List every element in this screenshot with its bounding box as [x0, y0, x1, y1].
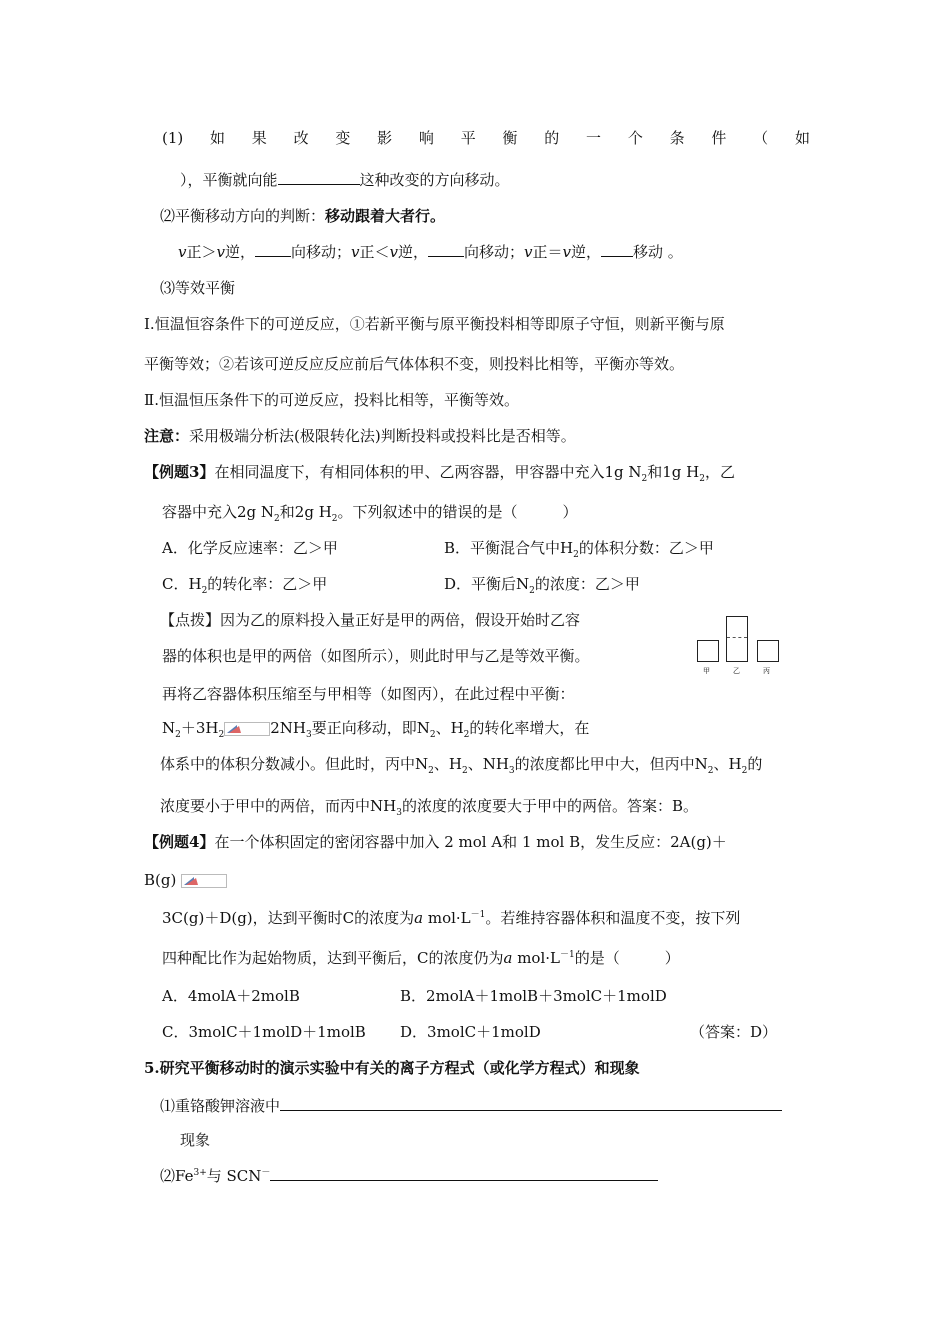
- option-b: B．2molA＋1molB＋3molC＋1molD: [400, 987, 667, 1005]
- container-yi: [726, 616, 748, 662]
- line-9: 注意：采用极端分析法(极限转化法)判断投料或投料比是否相等。: [144, 427, 576, 445]
- hint-line-6: 浓度要小于甲中的两倍，而丙中$NH_3$的浓度的浓度要大于甲中的两倍。答案：B。: [160, 797, 698, 818]
- label-jia: 甲: [703, 667, 710, 675]
- example-4-line-3: 3C(g)＋D(g)，达到平衡时C的浓度为a $mol\cdot L^{-1}$。若维持容器体积和温度不变，按下列: [162, 909, 741, 927]
- line-2: ），平衡就向能 这种改变的方向移动。: [180, 171, 510, 189]
- hint-line-2: 器的体积也是甲的两倍（如图所示），则此时甲与乙是等效平衡。: [162, 647, 590, 665]
- condition-line: (1) 如 果 改 变 影 响 平 衡 的 一 个 条 件 （ 如: [162, 129, 810, 147]
- section-5-q1: ⑴重铬酸钾溶液中: [160, 1096, 782, 1116]
- fill-blank[interactable]: [428, 242, 464, 257]
- example-3-question: 【例题3】在相同温度下，有相同体积的甲、乙两容器，甲容器中充入1g $N_2$和1g $H_2$，乙: [144, 463, 735, 484]
- line-3: ⑵平衡移动方向的判断：移动跟着大者行。: [160, 207, 446, 225]
- hint-line-1: 【点拨】因为乙的原料投入量正好是甲的两倍，假设开始时乙容: [160, 611, 581, 629]
- answer-note: （答案：D）: [690, 1023, 778, 1041]
- container-jia: [697, 640, 719, 662]
- section-5-title: 5.研究平衡移动时的演示实验中有关的离子方程式（或化学方程式）和现象: [144, 1059, 640, 1077]
- example-3-question-cont: 容器中充入2g $N_2$和2g $H_2$。下列叙述中的错误的是（ ）: [162, 503, 578, 524]
- equilibrium-arrow-icon: [181, 874, 227, 888]
- option-c: C．$H_2$的转化率：乙＞甲: [162, 575, 328, 596]
- option-a: A．4molA＋2molB: [162, 987, 300, 1005]
- label-bing: 丙: [763, 667, 770, 675]
- container-bing: [757, 640, 779, 662]
- option-d: D．3molC＋1molD: [400, 1023, 541, 1041]
- container-figure: [694, 612, 784, 678]
- line-4: v正＞v逆， 向移动；v正＜v逆， 向移动；v正＝v逆， 移动 。: [178, 243, 683, 261]
- hint-line-3: 再将乙容器体积压缩至与甲相等（如图丙），在此过程中平衡：: [162, 685, 575, 703]
- line-5: ⑶等效平衡: [160, 279, 236, 297]
- option-d: D．平衡后$N_2$的浓度：乙＞甲: [444, 575, 640, 596]
- hint-line-4: $N_2+3H_2$ $2NH_3$要正向移动，即$N_2$、$H_2$的转化率增大，在: [162, 719, 590, 740]
- option-a: A．化学反应速率：乙＞甲: [162, 539, 338, 557]
- fill-blank[interactable]: [280, 1096, 782, 1111]
- equilibrium-arrow-icon: [224, 722, 270, 736]
- fill-blank[interactable]: [255, 242, 291, 257]
- example-4-reaction: B(g): [144, 870, 227, 890]
- example-4-line-4: 四种配比作为起始物质，达到平衡后，C的浓度仍为a $mol\cdot L^{-1}$的是（ ）: [162, 949, 680, 967]
- hint-line-5: 体系中的体积分数减小。但此时，丙中$N_2$、$H_2$、$NH_3$的浓度都比甲中大，但丙中$N_2$、$H_2$的: [160, 755, 763, 776]
- option-b: B．平衡混合气中$H_2$的体积分数：乙＞甲: [444, 539, 714, 560]
- line-8: Ⅱ.恒温恒压条件下的可逆反应，投料比相等，平衡等效。: [144, 391, 519, 409]
- line-6: Ⅰ.恒温恒容条件下的可逆反应，①若新平衡与原平衡投料相等即原子守恒，则新平衡与原: [144, 315, 725, 333]
- line-7: 平衡等效；②若该可逆反应反应前后气体体积不变，则投料比相等，平衡亦等效。: [144, 355, 685, 373]
- label-yi: 乙: [733, 667, 740, 675]
- fill-blank[interactable]: [278, 170, 360, 185]
- fill-blank[interactable]: [601, 242, 633, 257]
- example-4-question: 【例题4】在一个体积固定的密闭容器中加入 2 mol A和 1 mol B，发生反应：2A(g)＋: [144, 833, 727, 851]
- section-5-q2: $⑵Fe^{3+}$与 SCN－: [160, 1166, 658, 1186]
- section-5-q1-phenomenon: 现象: [180, 1131, 211, 1149]
- fill-blank[interactable]: [270, 1166, 658, 1181]
- option-c: C．3molC＋1molD＋1molB: [162, 1023, 366, 1041]
- item-number: (1): [162, 129, 184, 147]
